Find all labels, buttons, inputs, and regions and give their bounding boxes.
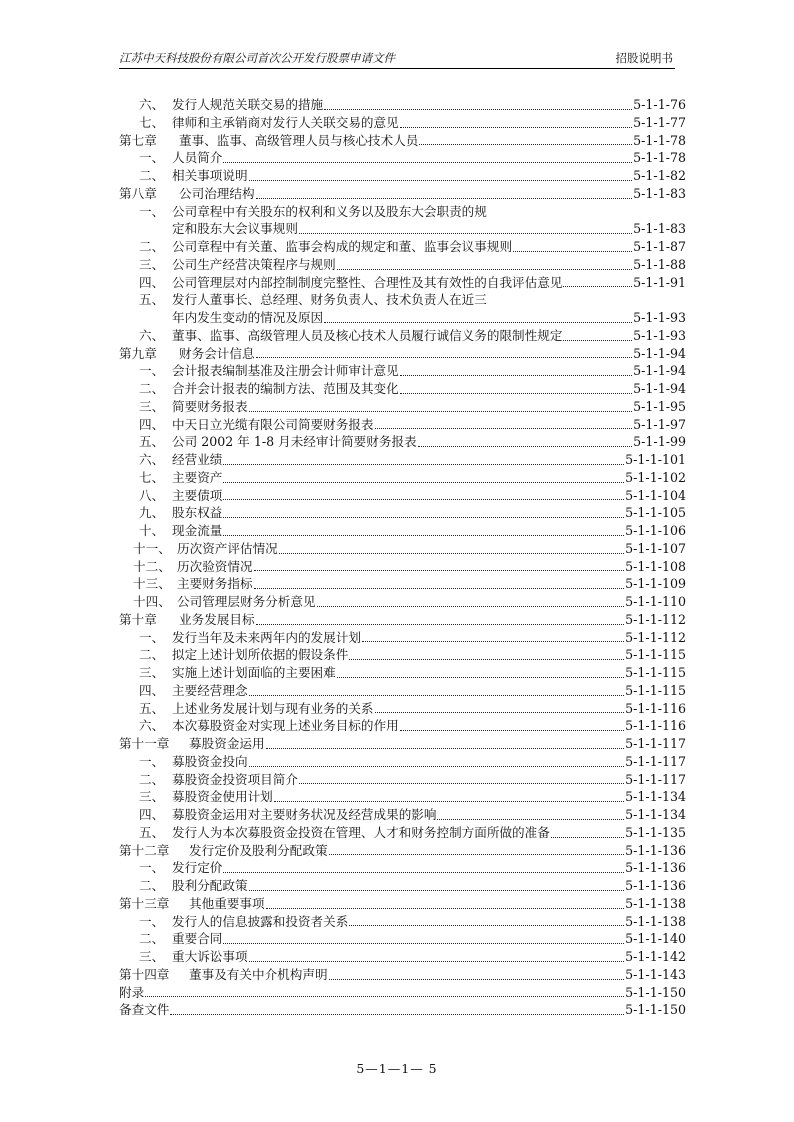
toc-entry[interactable] <box>119 611 686 629</box>
toc-entry-number: 十三、 <box>133 576 171 592</box>
toc-entry-title: 备查文件 <box>119 1002 170 1018</box>
toc-entry[interactable] <box>119 380 686 398</box>
toc-entry-title: 财务会计信息 <box>179 345 255 361</box>
toc-entry-title: 发行定价 <box>172 860 223 876</box>
toc-entry-page: 5-1-1-115 <box>625 665 686 680</box>
toc-entry[interactable] <box>119 788 686 806</box>
toc-leader-dots <box>337 267 632 270</box>
toc-entry-title: 中天日立光缆有限公司简要财务报表 <box>172 416 374 432</box>
toc-entry-title: 重要合同 <box>172 931 223 947</box>
toc-entry-title: 相关事项说明 <box>172 168 248 183</box>
toc-entry[interactable] <box>119 646 686 664</box>
toc-leader-dots <box>223 480 624 483</box>
toc-entry-number: 第十三章 <box>119 895 170 911</box>
toc-entry[interactable] <box>119 96 686 114</box>
toc-entry-page: 5-1-1-117 <box>625 771 686 787</box>
toc-leader-dots <box>170 1012 624 1015</box>
toc-leader-dots <box>223 515 624 518</box>
toc-leader-dots <box>513 249 632 252</box>
toc-entry-number: 一、 <box>139 860 165 876</box>
toc-leader-dots <box>299 231 632 234</box>
toc-leader-dots <box>249 178 633 181</box>
toc-leader-dots <box>329 977 625 980</box>
toc-entry-title: 公司生产经营决策程序与规则 <box>172 256 336 272</box>
toc-entry-number: 第十一章 <box>119 736 170 751</box>
toc-entry-number: 二、 <box>139 931 165 947</box>
toc-entry-page: 5-1-1-102 <box>625 469 686 485</box>
toc-entry-number: 七、 <box>139 469 165 485</box>
toc-entry-number: 六、 <box>139 452 165 467</box>
toc-entry-number: 三、 <box>139 256 165 272</box>
toc-entry-title: 公司章程中有关董、监事会构成的规定和董、监事会议事规则 <box>172 239 513 254</box>
toc-leader-dots <box>551 835 624 838</box>
toc-entry-page: 5-1-1-138 <box>625 913 686 929</box>
toc-entry-page: 5-1-1-106 <box>625 523 686 538</box>
toc-entry[interactable] <box>119 238 686 256</box>
toc-entry-number: 十四、 <box>133 594 171 609</box>
toc-entry[interactable] <box>119 771 686 789</box>
toc-entry-title: 发行当年及未来两年内的发展计划 <box>172 629 361 645</box>
toc-entry[interactable] <box>119 327 686 345</box>
toc-entry[interactable] <box>119 220 686 238</box>
toc-entry[interactable] <box>119 735 686 753</box>
toc-entry-title: 发行定价及股利分配政策 <box>189 842 328 858</box>
toc-leader-dots <box>254 586 625 589</box>
toc-entry-number: 三、 <box>139 665 165 680</box>
toc-leader-dots <box>256 355 633 358</box>
toc-entry-number: 四、 <box>139 807 165 822</box>
toc-leader-dots <box>249 409 633 412</box>
toc-entry-page: 5-1-1-134 <box>625 789 686 805</box>
toc-entry-number: 一、 <box>139 913 165 929</box>
toc-entry-title: 主要资产 <box>172 469 223 485</box>
toc-entry-number: 第十二章 <box>119 842 170 858</box>
toc-leader-dots <box>223 870 624 873</box>
toc-leader-dots <box>375 426 633 429</box>
toc-entry-page: 5-1-1-77 <box>633 114 686 130</box>
toc-entry-title: 合并会计报表的编制方法、范围及其变化 <box>172 381 399 396</box>
toc-entry-number: 四、 <box>139 682 165 698</box>
toc-entry-page: 5-1-1-138 <box>625 895 686 911</box>
toc-entry-number: 十一、 <box>133 540 171 556</box>
toc-entry-page: 5-1-1-82 <box>633 168 686 183</box>
toc-entry[interactable] <box>119 451 686 469</box>
toc-entry[interactable] <box>119 504 686 522</box>
toc-leader-dots <box>223 497 624 500</box>
toc-entry-title: 董事、监事、高级管理人员与核心技术人员 <box>179 132 419 148</box>
toc-entry-page: 5-1-1-83 <box>633 221 686 237</box>
toc-entry-page: 5-1-1-116 <box>625 700 686 716</box>
toc-leader-dots <box>223 941 624 944</box>
toc-entry-page: 5-1-1-136 <box>625 842 686 858</box>
toc-entry[interactable] <box>119 132 686 150</box>
toc-entry-title: 募股资金运用 <box>189 736 265 751</box>
toc-entry[interactable] <box>119 575 686 593</box>
toc-entry-number: 十、 <box>139 523 165 538</box>
toc-entry-title: 董事及有关中介机构声明 <box>189 966 328 982</box>
toc-leader-dots <box>256 622 625 625</box>
toc-leader-dots <box>256 196 633 199</box>
toc-entry-number: 第七章 <box>119 132 157 148</box>
toc-entry-page: 5-1-1-135 <box>625 824 686 840</box>
toc-leader-dots <box>437 817 624 820</box>
toc-entry-number: 五、 <box>139 292 165 308</box>
toc-entry-page: 5-1-1-94 <box>633 381 686 396</box>
toc-entry[interactable] <box>119 877 686 895</box>
toc-entry-number: 五、 <box>139 434 165 450</box>
toc-entry[interactable] <box>119 433 686 451</box>
toc-entry[interactable] <box>119 291 686 309</box>
toc-entry[interactable] <box>119 966 686 984</box>
toc-entry-number: 四、 <box>139 274 165 290</box>
toc-entry-page: 5-1-1-101 <box>625 452 686 467</box>
toc-entry-page: 5-1-1-87 <box>633 239 686 254</box>
toc-entry[interactable] <box>119 1001 686 1019</box>
toc-leader-dots <box>400 373 632 376</box>
toc-leader-dots <box>400 125 632 128</box>
toc-entry[interactable] <box>119 859 686 877</box>
toc-entry-title: 上述业务发展计划与现有业务的关系 <box>172 700 374 716</box>
toc-entry-title: 募股资金投资项目简介 <box>172 771 298 787</box>
toc-entry[interactable] <box>119 558 686 576</box>
toc-entry[interactable] <box>119 487 686 505</box>
toc-entry-page: 5-1-1-93 <box>633 310 686 325</box>
toc-entry-page: 5-1-1-112 <box>625 629 686 645</box>
toc-entry-number: 二、 <box>139 878 165 893</box>
toc-leader-dots <box>400 728 624 731</box>
toc-entry[interactable] <box>119 948 686 966</box>
toc-entry[interactable] <box>119 362 686 380</box>
toc-entry[interactable] <box>119 167 686 185</box>
toc-entry[interactable] <box>119 753 686 771</box>
toc-entry-page: 5-1-1-78 <box>633 150 686 166</box>
toc-entry-number: 第九章 <box>119 345 157 361</box>
toc-entry[interactable] <box>119 664 686 682</box>
toc-leader-dots <box>563 338 632 341</box>
toc-entry-number: 三、 <box>139 789 165 805</box>
toc-entry[interactable] <box>119 717 686 735</box>
toc-entry-title: 人员简介 <box>172 150 223 166</box>
toc-entry-page: 5-1-1-78 <box>633 132 686 148</box>
toc-entry-number: 七、 <box>139 114 165 130</box>
header-document-title: 江苏中天科技股份有限公司首次公开发行股票申请文件 <box>119 51 395 65</box>
toc-entry-title: 年内发生变动的情况及原因 <box>172 310 324 325</box>
toc-entry-number: 九、 <box>139 505 165 521</box>
toc-entry[interactable] <box>119 824 686 842</box>
toc-entry-page: 5-1-1-110 <box>625 594 686 609</box>
toc-entry-page: 5-1-1-142 <box>625 949 686 964</box>
toc-entry-page: 5-1-1-136 <box>625 878 686 893</box>
toc-entry-number: 二、 <box>139 647 165 663</box>
toc-entry-title: 业务发展目标 <box>179 611 255 627</box>
toc-leader-dots <box>145 994 624 997</box>
toc-entry-title: 现金流量 <box>172 523 223 538</box>
toc-entry[interactable] <box>119 522 686 540</box>
toc-entry-number: 一、 <box>139 150 165 166</box>
toc-entry-page: 5-1-1-104 <box>625 487 686 503</box>
toc-entry-page: 5-1-1-107 <box>625 540 686 556</box>
toc-entry[interactable] <box>119 398 686 416</box>
toc-entry-number: 一、 <box>139 753 165 769</box>
toc-entry-page: 5-1-1-105 <box>625 505 686 521</box>
toc-leader-dots <box>324 107 632 110</box>
toc-entry[interactable] <box>119 540 686 558</box>
toc-leader-dots <box>249 693 625 696</box>
toc-leader-dots <box>324 320 632 323</box>
toc-leader-dots <box>254 568 625 571</box>
toc-entry-number: 六、 <box>139 718 165 734</box>
toc-entry-number: 二、 <box>139 771 165 787</box>
toc-entry-title: 发行人的信息披露和投资者关系 <box>172 913 349 929</box>
toc-entry-title: 股利分配政策 <box>172 878 248 893</box>
toc-leader-dots <box>400 391 632 394</box>
toc-entry-title: 募股资金运用对主要财务状况及经营成果的影响 <box>172 807 437 822</box>
toc-entry-page: 5-1-1-91 <box>633 274 686 290</box>
toc-entry-number: 六、 <box>139 97 165 112</box>
toc-leader-dots <box>563 284 632 287</box>
toc-entry[interactable] <box>119 700 686 718</box>
toc-entry-page: 5-1-1-94 <box>633 363 686 379</box>
toc-entry-page: 5-1-1-116 <box>625 718 686 734</box>
toc-entry-title: 拟定上述计划所依据的假设条件 <box>172 647 349 663</box>
toc-entry-title: 发行人为本次募股资金投资在管理、人才和财务控制方面所做的准备 <box>172 824 550 840</box>
toc-entry-number: 八、 <box>139 487 165 503</box>
toc-entry-page: 5-1-1-108 <box>625 558 686 574</box>
toc-entry-page: 5-1-1-136 <box>625 860 686 876</box>
toc-entry-title: 发行人规范关联交易的措施 <box>172 97 324 112</box>
toc-entry-number: 第十章 <box>119 611 157 627</box>
toc-leader-dots <box>329 852 625 855</box>
toc-entry-page: 5-1-1-134 <box>625 807 686 822</box>
toc-entry-number: 五、 <box>139 700 165 716</box>
toc-entry[interactable] <box>119 895 686 913</box>
toc-entry-page: 5-1-1-97 <box>633 416 686 432</box>
toc-entry-title: 重大诉讼事项 <box>172 949 248 964</box>
toc-entry-number: 二、 <box>139 239 165 254</box>
toc-entry[interactable] <box>119 114 686 132</box>
toc-entry-title: 公司管理层对内部控制制度完整性、合理性及其有效性的自我评估意见 <box>172 274 563 290</box>
toc-entry-page: 5-1-1-112 <box>625 611 686 627</box>
toc-leader-dots <box>418 444 633 447</box>
toc-entry-title: 主要财务指标 <box>177 576 253 592</box>
toc-entry-title: 定和股东大会议事规则 <box>172 221 298 237</box>
toc-leader-dots <box>317 604 625 607</box>
toc-entry-title: 律师和主承销商对发行人关联交易的意见 <box>172 114 399 130</box>
toc-entry-title: 附录 <box>119 984 145 1000</box>
toc-leader-dots <box>223 462 624 465</box>
toc-entry[interactable] <box>119 256 686 274</box>
toc-entry[interactable] <box>119 149 686 167</box>
toc-leader-dots <box>223 533 624 536</box>
table-of-contents <box>119 96 686 1019</box>
toc-entry-title: 股东权益 <box>172 505 223 521</box>
toc-entry-number: 三、 <box>139 398 165 414</box>
toc-entry-title: 公司章程中有关股东的权利和义务以及股东大会职责的规 <box>172 203 487 219</box>
toc-entry[interactable] <box>119 185 686 203</box>
toc-entry[interactable] <box>119 913 686 931</box>
toc-entry-title: 董事、监事、高级管理人员及核心技术人员履行诚信义务的限制性规定 <box>172 327 563 343</box>
toc-leader-dots <box>249 959 625 962</box>
toc-entry-page: 5-1-1-109 <box>625 576 686 592</box>
toc-entry-title: 公司治理结构 <box>179 185 255 201</box>
toc-entry[interactable] <box>119 416 686 434</box>
toc-leader-dots <box>279 551 624 554</box>
header-document-type: 招股说明书 <box>615 51 673 65</box>
toc-entry[interactable] <box>119 842 686 860</box>
toc-entry-page: 5-1-1-140 <box>625 931 686 947</box>
toc-entry[interactable] <box>119 469 686 487</box>
toc-entry-number: 五、 <box>139 824 165 840</box>
toc-entry-number: 二、 <box>139 168 165 183</box>
toc-entry-title: 经营业绩 <box>172 452 223 467</box>
toc-leader-dots <box>266 906 625 909</box>
toc-entry[interactable] <box>119 345 686 363</box>
toc-entry-title: 募股资金投向 <box>172 753 248 769</box>
toc-entry-page: 5-1-1-76 <box>633 97 686 112</box>
toc-entry-title: 主要债项 <box>172 487 223 503</box>
toc-entry-title: 公司 2002 年 1-8 月未经审计简要财务报表 <box>172 434 417 450</box>
toc-entry[interactable] <box>119 203 686 221</box>
toc-leader-dots <box>249 764 625 767</box>
toc-leader-dots <box>223 160 632 163</box>
toc-entry-page: 5-1-1-117 <box>625 753 686 769</box>
toc-entry-number: 六、 <box>139 327 165 343</box>
toc-entry-title: 主要经营理念 <box>172 682 248 698</box>
toc-leader-dots <box>249 888 625 891</box>
toc-entry-title: 其他重要事项 <box>189 895 265 911</box>
toc-entry[interactable] <box>119 274 686 292</box>
toc-entry-number: 二、 <box>139 381 165 396</box>
toc-entry[interactable] <box>119 930 686 948</box>
toc-leader-dots <box>375 710 625 713</box>
toc-entry[interactable] <box>119 629 686 647</box>
toc-entry-number: 第十四章 <box>119 966 170 982</box>
toc-entry-title: 简要财务报表 <box>172 398 248 414</box>
toc-entry-title: 募股资金使用计划 <box>172 789 273 805</box>
toc-entry-number: 三、 <box>139 949 165 964</box>
toc-entry-page: 5-1-1-150 <box>625 984 686 1000</box>
toc-entry[interactable] <box>119 309 686 327</box>
toc-leader-dots <box>266 746 625 749</box>
toc-entry-page: 5-1-1-88 <box>633 256 686 272</box>
toc-leader-dots <box>349 923 624 926</box>
toc-entry-page: 5-1-1-115 <box>625 647 686 663</box>
toc-leader-dots <box>349 657 624 660</box>
toc-leader-dots <box>299 781 624 784</box>
toc-entry-title: 历次验资情况 <box>177 558 253 574</box>
toc-leader-dots <box>337 675 624 678</box>
toc-entry-page: 5-1-1-83 <box>633 185 686 201</box>
toc-entry-page: 5-1-1-115 <box>625 682 686 698</box>
page-number: 5—1—1— 5 <box>356 1061 438 1076</box>
toc-leader-dots <box>362 639 624 642</box>
toc-entry-number: 一、 <box>139 363 165 379</box>
toc-entry[interactable] <box>119 806 686 824</box>
toc-entry-title: 公司管理层财务分析意见 <box>177 594 316 609</box>
toc-leader-dots <box>274 799 624 802</box>
toc-entry-number: 一、 <box>139 203 165 219</box>
toc-entry-number: 四、 <box>139 416 165 432</box>
toc-entry-title: 实施上述计划面临的主要困难 <box>172 665 336 680</box>
toc-entry-page: 5-1-1-95 <box>633 398 686 414</box>
toc-entry-page: 5-1-1-150 <box>625 1002 686 1018</box>
toc-entry-page: 5-1-1-94 <box>633 345 686 361</box>
toc-entry-title: 历次资产评估情况 <box>177 540 278 556</box>
toc-entry-title: 本次募股资金对实现上述业务目标的作用 <box>172 718 399 734</box>
toc-entry[interactable] <box>119 682 686 700</box>
toc-entry-page: 5-1-1-99 <box>633 434 686 450</box>
toc-entry-page: 5-1-1-93 <box>633 327 686 343</box>
page-header <box>119 44 675 69</box>
toc-leader-dots <box>419 142 632 145</box>
toc-entry-page: 5-1-1-143 <box>625 966 686 982</box>
toc-entry[interactable] <box>119 593 686 611</box>
toc-entry[interactable] <box>119 984 686 1002</box>
toc-entry-number: 十二、 <box>133 558 171 574</box>
toc-entry-title: 会计报表编制基准及注册会计师审计意见 <box>172 363 399 379</box>
toc-entry-number: 第八章 <box>119 185 157 201</box>
toc-entry-number: 一、 <box>139 629 165 645</box>
toc-entry-page: 5-1-1-117 <box>625 736 686 751</box>
toc-entry-title: 发行人董事长、总经理、财务负责人、技术负责人在近三 <box>172 292 487 308</box>
